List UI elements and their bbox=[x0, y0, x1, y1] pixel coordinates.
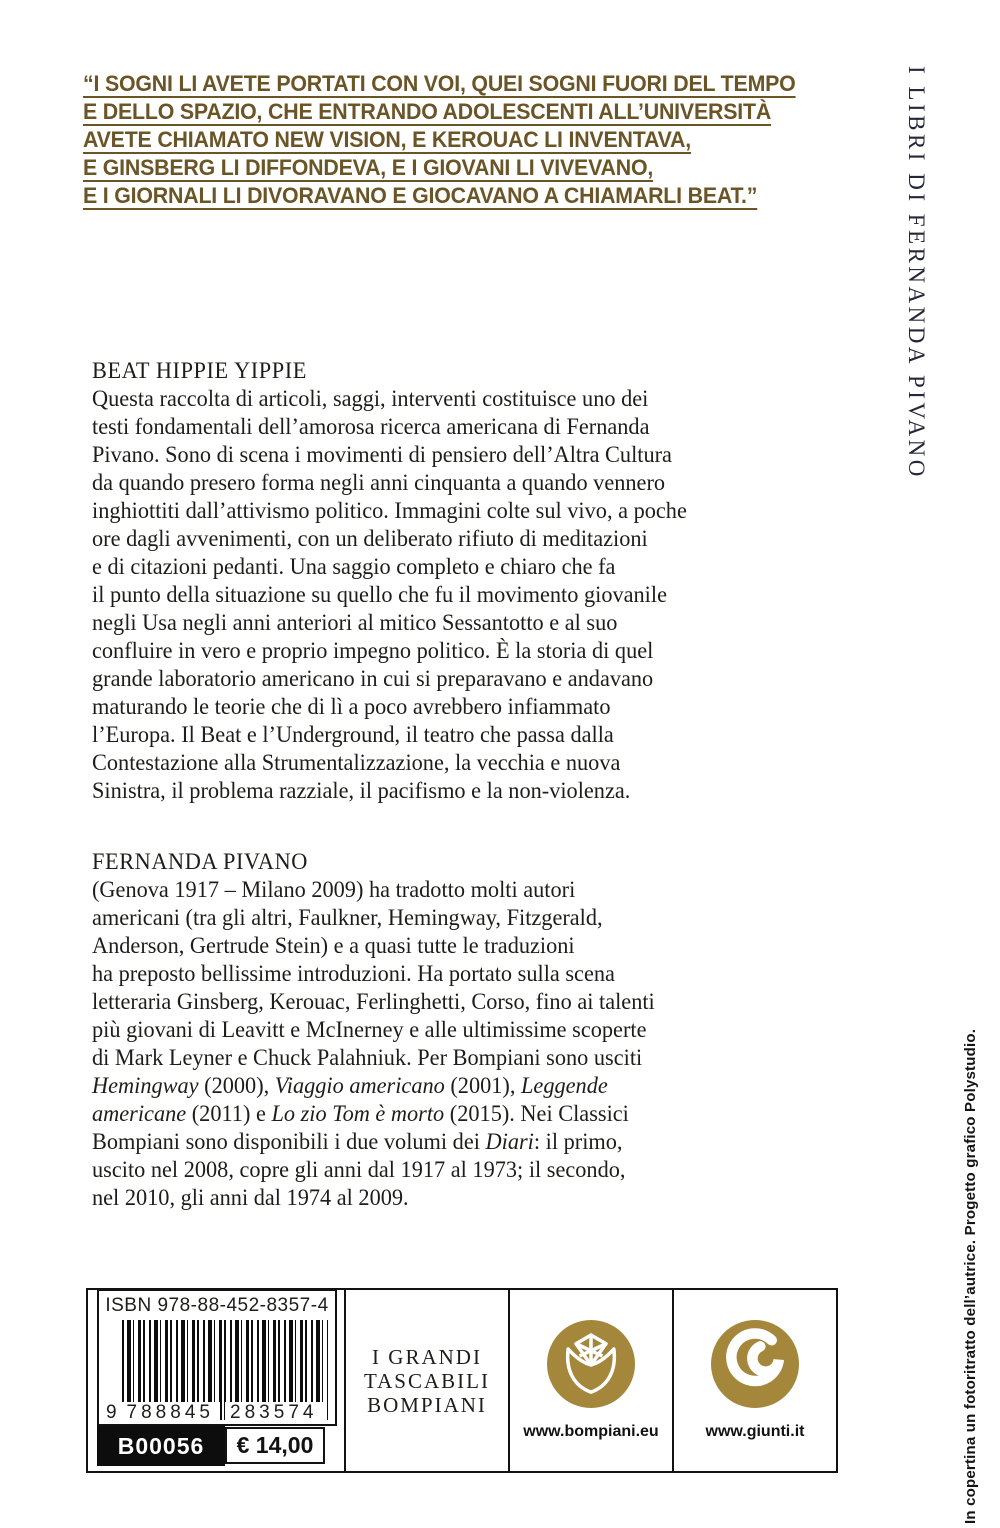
book-blurb-section bbox=[92, 357, 687, 805]
footer-strip bbox=[86, 1288, 838, 1473]
barcode-box bbox=[97, 1289, 337, 1426]
spine-series-title: I LIBRI DI FERNANDA PIVANO bbox=[904, 66, 929, 480]
giunti-logo-icon bbox=[711, 1320, 799, 1408]
author-bio-section bbox=[92, 848, 687, 1212]
author-bio-paragraph: (Genova 1917 – Milano 2009) ha tradotto molti autori americani (tra gli altri, Faulkner, Hemingway, Fitzgerald, Anderson, Gertrude Stein) e a quasi tutte le traduzioni ha preposto bellissime introduzioni. Ha portato sulla scena letteraria Ginsberg, Kerouac, Ferlinghetti, Corso, fino ai talenti più giovani di Leavitt e McInerney e alle ultimissime scoperte di Mark Leyner e Chuck Palahniuk. Per Bompiani sono usciti Hemingway (2000), Viaggio americano (2001), Leggende americane (2011) e Lo zio Tom è morto (2015). Nei Classici Bompiani sono disponibili i due volumi dei Diari: il primo, uscito nel 2008, copre gli anni dal 1917 al 1973; il secondo, nel 2010, gli anni dal 1974 al 2009. bbox=[92, 877, 655, 1210]
price-row bbox=[97, 1426, 344, 1466]
edition-code: B00056 bbox=[97, 1426, 225, 1466]
isbn-cell bbox=[88, 1290, 344, 1471]
barcode-digits bbox=[106, 1402, 328, 1424]
bompiani-logo-icon bbox=[547, 1320, 635, 1408]
author-name-heading: FERNANDA PIVANO bbox=[92, 849, 308, 874]
giunti-cell bbox=[672, 1290, 836, 1471]
back-cover-text bbox=[92, 357, 687, 1212]
giunti-url: www.giunti.it bbox=[705, 1423, 805, 1440]
ean-group-1: 788845 bbox=[121, 1402, 220, 1424]
ean-group-2: 283574 bbox=[225, 1402, 324, 1424]
spine-credit: In copertina un fotoritratto dell’autrice. Progetto grafico Polystudio. bbox=[962, 1028, 979, 1524]
isbn-number: ISBN 978-88-452-8357-4 bbox=[105, 1295, 329, 1316]
cover-quote: “I SOGNI LI AVETE PORTATI CON VOI, QUEI SOGNI FUORI DEL TEMPO E DELLO SPAZIO, CHE ENTRANDO ADOLESCENTI ALL’UNIVERSITÀ AVETE CHIAMATO NEW VISION, E KEROUAC LI INVENTAVA, E GINSBERG LI DIFFONDEVA, E I GIOVANI LI VIVEVANO, E I GIORNALI LI DIVORAVANO E GIOCAVANO A CHIAMARLI BEAT.” bbox=[83, 71, 796, 208]
imprint-cell bbox=[344, 1290, 508, 1471]
bompiani-url: www.bompiani.eu bbox=[523, 1423, 659, 1440]
book-title-heading: BEAT HIPPIE YIPPIE bbox=[92, 358, 308, 383]
ean-barcode bbox=[106, 1320, 328, 1424]
imprint-name: I GRANDI TASCABILI BOMPIANI bbox=[364, 1344, 490, 1417]
bompiani-cell bbox=[508, 1290, 672, 1471]
price: € 14,00 bbox=[225, 1427, 325, 1464]
book-blurb-paragraph: Questa raccolta di articoli, saggi, interventi costituisce uno dei testi fondamentali dell’amorosa ricerca americana di Fernanda Pivano. Sono di scena i movimenti di pensiero dell’Altra Cultura da quando presero forma negli anni cinquanta a quando vennero inghiottiti dall’attivismo politico. Immagini colte sul vivo, a poche ore dagli avvenimenti, con un deliberato rifiuto di meditazioni e di citazioni pedanti. Una saggio completo e chiaro che fa il punto della situazione su quello che fu il movimento giovanile negli Usa negli anni anteriori al mitico Sessantotto e al suo confluire in vero e proprio impegno politico. È la storia di quel grande laboratorio americano in cui si preparavano e andavano maturando le teorie che di lì a poco avrebbero infiammato l’Europa. Il Beat e l’Underground, il teatro che passa dalla Contestazione alla Strumentalizzazione, la vecchia e nuova Sinistra, il problema razziale, il pacifismo e la non-violenza. bbox=[92, 386, 687, 803]
ean-lead-digit: 9 bbox=[106, 1402, 121, 1424]
